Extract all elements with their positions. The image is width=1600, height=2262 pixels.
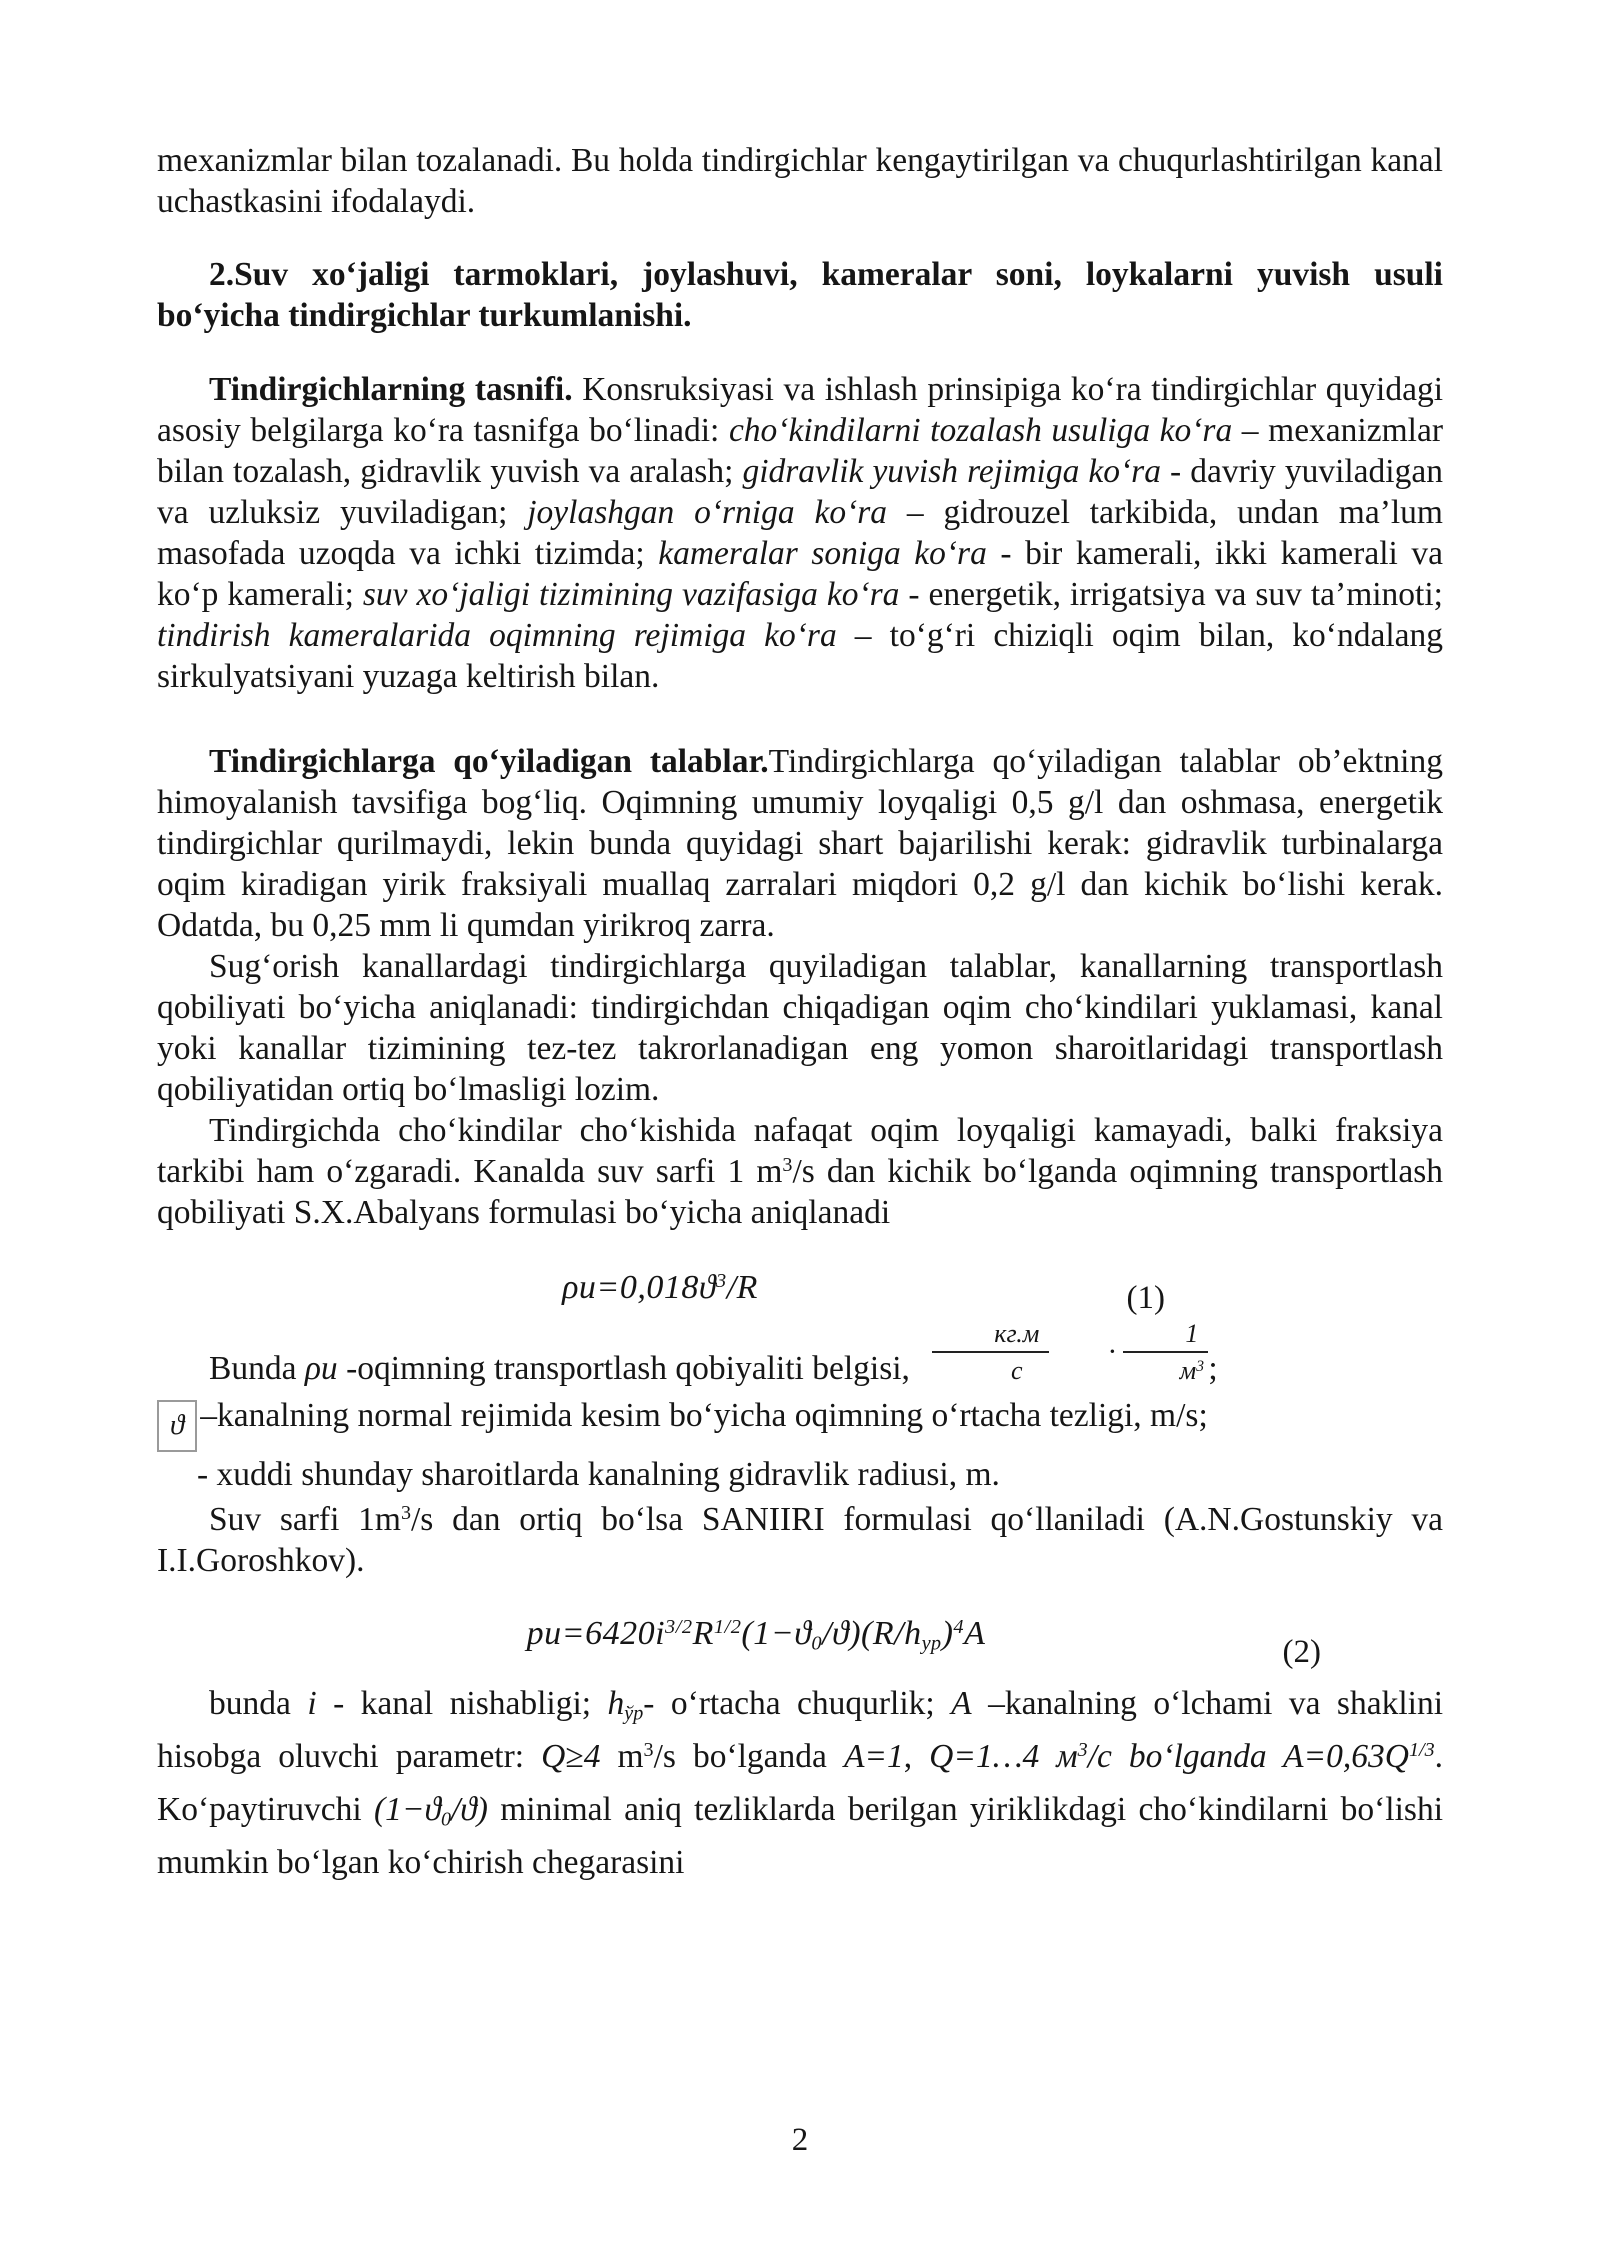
text-segment: Bunda <box>209 1350 305 1388</box>
text-segment: Tindirgichlarga qo‘yiladigan talablar ob’ektning himoyalanish tavsifiga bog‘liq. Oqimning umumiy loyqaligi 0,5 g/l dan oshmasa, energetik tindirgichlar qurilmaydi, lekin bunda quyidagi shart bajarilishi kerak: gidravlik turbinalarga oqim kiradigan yirik fraksiyali muallaq zarralari miqdori 0,2 g/l dan kichik bo‘lishi kerak. Odatda, bu 0,25 mm li qumdan yirikroq zarra. <box>157 743 1443 944</box>
text-segment: joylashgan o‘rniga ko‘ra <box>527 494 888 531</box>
A-symbol: A <box>951 1685 972 1723</box>
A-equals-one: A=1 <box>843 1738 904 1776</box>
page-number: 2 <box>791 2122 809 2158</box>
superscript: 3 <box>643 1739 654 1762</box>
formula-text: A <box>964 1615 986 1653</box>
paragraph-bunda-units <box>157 1319 1443 1389</box>
paragraph-suv-sarfi <box>157 1499 1443 1581</box>
paragraph-chokish <box>157 1110 1443 1233</box>
formula-text: pu=6420i <box>526 1615 666 1653</box>
fraction-numerator: 1 <box>1123 1319 1208 1353</box>
h-symbol: h <box>607 1685 625 1723</box>
unit-m3s-tail: /c bo‘lganda <box>1087 1738 1284 1776</box>
text-segment: –kanalning o‘lchami va shaklini hisobga oluvchi parametr: <box>157 1685 1443 1776</box>
text-segment: /s dan kichik bo‘lganda oqimning transportlash qobiliyati S.X.Abalyans formulasi bo‘yicha aniqlanadi <box>157 1153 1443 1231</box>
paragraph-talablar <box>157 741 1443 946</box>
text-segment: – mexanizmlar bilan tozalash, gidravlik yuvish va aralash; <box>157 412 1443 490</box>
formula-1-label: (1) <box>1126 1280 1165 1316</box>
text-segment: . Ko‘paytiruvchi <box>157 1738 1443 1829</box>
formula-2-label: (2) <box>1282 1634 1321 1671</box>
text-segment: - davriy yuviladigan va uzluksiz yuviladigan; <box>157 453 1443 531</box>
text-segment: – gidrouzel tarkibida, undan ma’lum masofada uzoqda va ichki tizimda; <box>157 494 1443 572</box>
formula-text: (1−ϑ <box>741 1615 812 1653</box>
text-segment: - kanal nishabligi; <box>316 1685 608 1723</box>
text-segment: ; <box>1208 1350 1218 1388</box>
text-segment: – to‘g‘ri chiziqli oqim bilan, ko‘ndalang sirkulyatsiyani yuzaga keltirish bilan. <box>157 617 1443 695</box>
text-segment: Suv sarfi 1m <box>209 1501 401 1539</box>
text-segment: Tindirgichlarga qo‘yiladigan talablar. <box>209 743 769 780</box>
text-segment: - energetik, irrigatsiya va suv ta’minoti; <box>899 576 1443 613</box>
formula-text: /R <box>726 1269 758 1306</box>
rho-u-symbol: ρu <box>304 1350 338 1388</box>
formula-1 <box>562 1257 758 1319</box>
subscript: 0 <box>440 1808 451 1831</box>
text-segment: - bir kamerali, ikki kamerali va ko‘p kamerali; <box>157 535 1443 613</box>
text-segment: /s bo‘lganda <box>653 1738 844 1776</box>
superscript: 3/2 <box>665 1615 693 1638</box>
formula-text: ρu=0,018ϑ <box>562 1269 717 1306</box>
formula-text: /ϑ)(R/h <box>822 1615 922 1653</box>
text-segment: , <box>903 1738 930 1776</box>
i-symbol: i <box>307 1685 317 1723</box>
text-segment: kameralar soniga ko‘ra <box>658 535 987 572</box>
text-segment: Tindirgichlarning tasnifi. <box>209 371 573 408</box>
text-segment: /s dan ortiq bo‘lsa SANIIRI formulasi qo‘llaniladi (A.N.Gostunskiy va I.I.Goroshkov). <box>157 1501 1443 1580</box>
radius-definition-line: - xuddi shunday sharoitlarda kanalning gidravlik radiusi, m. <box>197 1456 1000 1494</box>
unit-m3s: м <box>1039 1738 1078 1776</box>
superscript: 3 <box>400 1502 411 1525</box>
Q-condition: Q≥4 <box>541 1738 601 1776</box>
superscript: 3 <box>1196 1358 1205 1376</box>
text-segment: cho‘kindilarni tozalash usuliga ko‘ra <box>728 412 1233 449</box>
units-fraction <box>932 1319 1208 1387</box>
A-formula: A=0,63Q <box>1283 1738 1409 1776</box>
text-segment: - o‘rtacha chuqurlik; <box>643 1685 952 1723</box>
paragraph-sugorish: Sug‘orish kanallardagi tindirgichlarga quyiladigan talablar, kanallarning transportlash qobiliyati bo‘yicha aniqlanadi: tindirgichdan chiqadigan oqim cho‘kindilari yuklamasi, kanal yoki kanallar tizimining tez-tez takrorlanadigan eng yomon sharoitlaridagi transportlash qobiliyatidan ortiq bo‘lmasligi lozim. <box>157 948 1443 1108</box>
formula-text: R <box>692 1615 714 1653</box>
formula-1-row <box>157 1257 1443 1319</box>
subscript: ўр <box>624 1702 644 1725</box>
text-segment: suv xo‘jaligi tizimining vazifasiga ko‘ra <box>362 576 900 613</box>
subscript: ур <box>921 1632 942 1655</box>
multiplier-expression-tail: /ϑ) <box>450 1791 488 1829</box>
text-segment: –kanalning normal rejimida kesim bo‘yicha oqimning o‘rtacha tezligi, m/s; <box>200 1397 1208 1435</box>
superscript: 1/3 <box>1408 1739 1435 1762</box>
formula-2 <box>527 1603 986 1665</box>
subscript: 0 <box>811 1632 823 1655</box>
text-segment: gidravlik yuvish rejimiga ko‘ra <box>742 453 1161 490</box>
text-segment: m <box>600 1738 644 1776</box>
fraction-denominator: с <box>1011 1356 1023 1386</box>
fraction-kg-m-per-s <box>932 1319 1049 1385</box>
theta-symbol-box: ϑ <box>157 1400 197 1452</box>
fraction-denominator: $м^3$ <box>1179 1356 1205 1386</box>
superscript: 3 <box>1077 1739 1088 1762</box>
section-heading: 2.Suv xo‘jaligi tarmoklari, joylashuvi, kameralar soni, loykalarni yuvish usuli bo‘yicha tindirgichlar turkumlanishi. <box>157 256 1443 334</box>
fraction-numerator: кг.м <box>932 1319 1049 1353</box>
multiplier-expression: (1−ϑ <box>373 1791 441 1829</box>
superscript: 4 <box>953 1615 965 1638</box>
formula-2-row <box>157 1603 1443 1671</box>
superscript: 1/2 <box>713 1615 742 1638</box>
text-segment: tindirish kameralarida oqimning rejimiga ko‘ra <box>157 617 837 654</box>
theta-definition-line <box>157 1395 1443 1452</box>
Q-range: Q=1…4 <box>929 1738 1040 1776</box>
text-segment: bunda <box>209 1685 308 1723</box>
superscript: 3 <box>716 1269 727 1292</box>
superscript: 3 <box>782 1153 793 1176</box>
paragraph-bunda-params <box>157 1677 1443 1889</box>
paragraph-tasnif <box>157 369 1443 697</box>
text-segment: minimal aniq tezliklarda berilgan yiriklikdagi cho‘kindilarni bo‘lishi mumkin bo‘lgan ko‘chirish chegarasini <box>157 1791 1443 1882</box>
formula-text: ) <box>941 1615 954 1653</box>
paragraph-intro: mexanizmlar bilan tozalanadi. Bu holda tindirgichlar kengaytirilgan va chuqurlashtirilgan kanal uchastkasini ifodalaydi. <box>157 142 1443 220</box>
text-segment: Konsruksiyasi va ishlash prinsipiga ko‘ra tindirgichlar quyidagi asosiy belgilarga ko‘ra tasnifga bo‘linadi: <box>157 371 1443 449</box>
text-segment: Tindirgichda cho‘kindilar cho‘kishida nafaqat oqim loyqaligi kamayadi, balki fraksiya tarkibi ham o‘zgaradi. Kanalda suv sarfi 1 m <box>157 1112 1443 1190</box>
text-segment: -oqimning transportlash qobiyaliti belgisi, <box>337 1350 919 1388</box>
multiplication-dot: · <box>1107 1335 1118 1369</box>
